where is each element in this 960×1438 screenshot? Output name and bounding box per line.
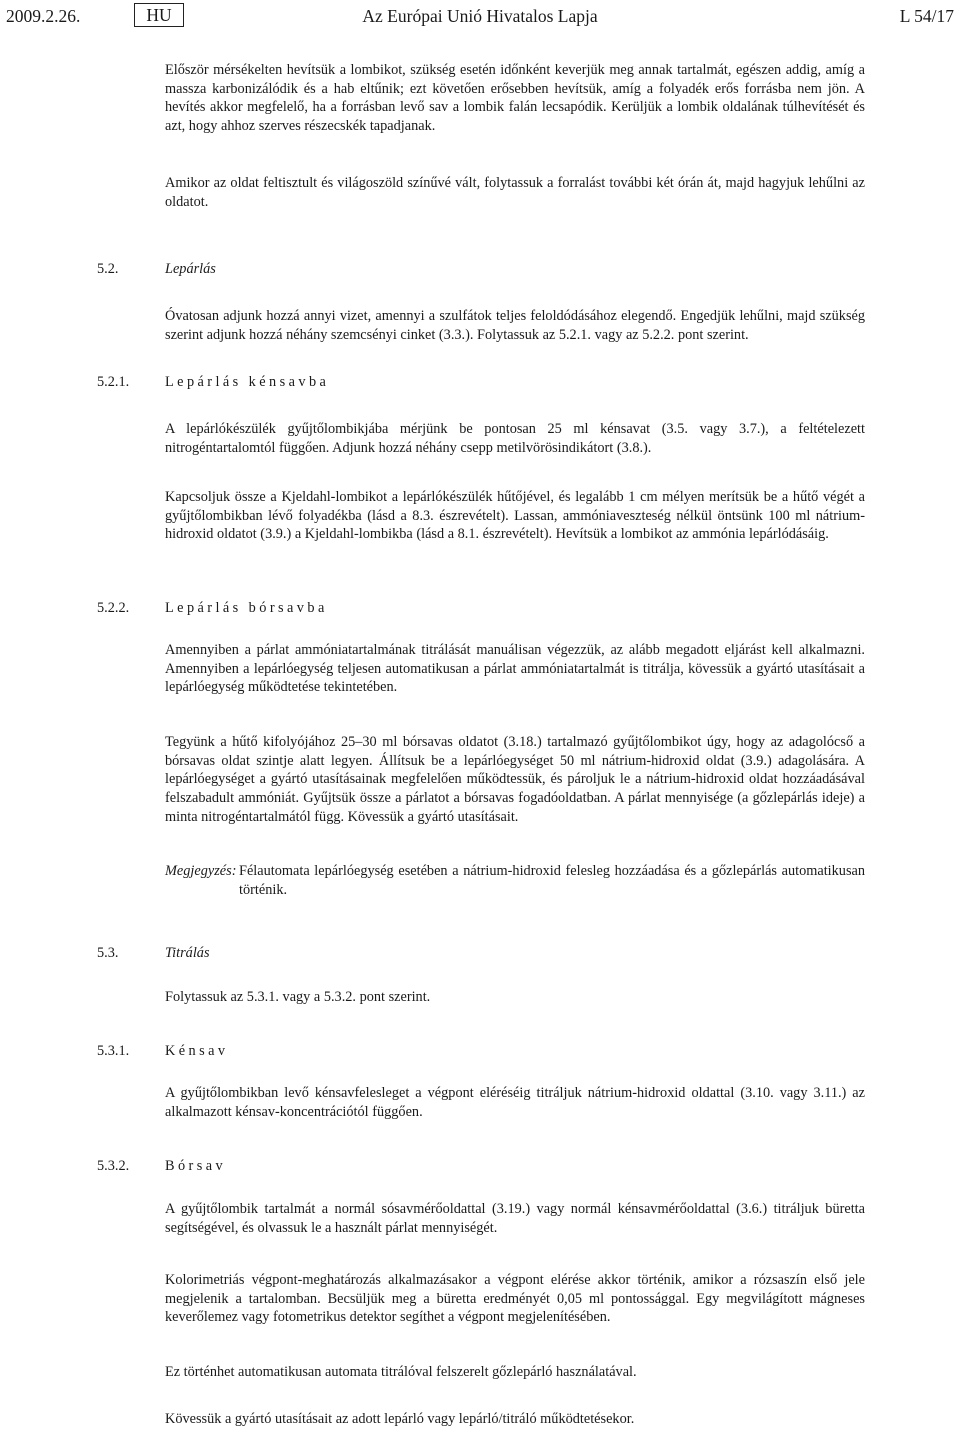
section-number-5-2-1: 5.2.1. bbox=[97, 374, 130, 390]
header-date: 2009.2.26. bbox=[6, 6, 81, 26]
section-5-3-2-paragraph-4: Kövessük a gyártó utasításait az adott lepárló vagy lepárló/titráló működtetésekor. bbox=[165, 1411, 635, 1427]
intro-paragraph-1: Először mérsékelten hevítsük a lombikot, szükség esetén időnként keverjük meg annak tartalmát, egészen addig, amíg a massza karbonizálódik és a hab eltűnik; ezt követően erősebben hevítsük, amíg a folyadék erős forrásba nem jön. A hevítés akkor megfelelő, ha a forrásban levő sav a lombik falán lecsapódik. Kerüljük a lombik oldalának túlhevítését és azt, hogy ahhoz szerves részecskék tapadjanak. bbox=[165, 62, 865, 135]
section-number-5-3-1: 5.3.1. bbox=[97, 1043, 130, 1059]
section-5-2-1-paragraph-2: Kapcsoljuk össze a Kjeldahl-lombikot a lepárlókészülék hűtőjével, és legalább 1 cm mélyen merítsük be a hűtő végét a gyűjtőlombikban lévő folyadékba (lásd a 8.3. észrevételt). Lassan, ammóniaveszteség nélkül öntsünk 100 ml nátrium-hidroxid oldatot (3.9.) a Kjeldahl-lombikba (lásd a 8.1. észrevételt). Hevítsük a lombikot az ammónia lepárlódásáig. bbox=[165, 489, 865, 543]
section-5-2-paragraph-1: Óvatosan adjunk hozzá annyi vizet, amennyi a szulfátok teljes feloldódásához elegendő. Engedjük lehűlni, majd szükség szerint adjunk hozzá néhány szemcsényi cinket (3.3.). Folytassuk az 5.2.1. vagy az 5.2.2. pont szerint. bbox=[165, 308, 865, 343]
section-5-2-2-paragraph-1: Amennyiben a párlat ammóniatartalmának titrálását manuálisan végezzük, az alább megadott eljárást kell alkalmazni. Amennyiben a lepárlóegység teljesen automatikusan a párlat ammóniatartalmát is titrálja, kövessük a gyártó utasításait a lepárlóegység működtetése tekintetében. bbox=[165, 642, 865, 696]
intro-paragraph-2: Amikor az oldat feltisztult és világoszöld színűvé vált, folytassuk a forralást további két órán át, majd hagyjuk lehűlni az oldatot. bbox=[165, 175, 865, 210]
section-5-2-2-paragraph-2: Tegyünk a hűtő kifolyójához 25–30 ml bórsavas oldatot (3.18.) tartalmazó gyűjtőlombikot úgy, hogy az adagolócső a bórsavas oldat szintje alatt legyen. Állítsuk be a lepárlóegységet 50 ml nátrium-hidroxid oldat (3.9.) adagolására. A lepárlóegységet a gyártó utasításainak megfelelően működtessük, és pároljuk le a nátrium-hidroxid oldat hozzáadásával felszabadult ammóniát. Gyűjtsük össze a párlatot a bórsavas fogadóoldatban. A párlat mennyisége (a gőzlepárlás ideje) a minta nitrogéntartalmától függ. Kövessük a gyártó utasításait. bbox=[165, 734, 865, 825]
section-5-3-2-paragraph-2: Kolorimetriás végpont-meghatározás alkalmazásakor a végpont elérése akkor történik, amikor a rózsaszín első jele megjelenik a tartalomban. Becsüljük meg a büretta eredményét 0,05 ml pontossággal. Egy megvilágított mágneses keverőlemez vagy fotometrikus detektor segíthet a végpont megjelenítésében. bbox=[165, 1272, 865, 1326]
note-label: Megjegyzés: bbox=[165, 863, 237, 879]
section-5-3-2-paragraph-1: A gyűjtőlombik tartalmát a normál sósavmérőoldattal (3.19.) vagy normál kénsavmérőoldattal (3.6.) titráljuk büretta segítségével, és olvassuk le a használt párlat mennyiségét. bbox=[165, 1201, 865, 1236]
section-title-5-3-1: Kénsav bbox=[165, 1043, 229, 1059]
section-number-5-2: 5.2. bbox=[97, 261, 119, 277]
page-number: L 54/17 bbox=[899, 6, 954, 26]
section-title-5-3: Titrálás bbox=[165, 945, 210, 961]
language-badge: HU bbox=[134, 3, 184, 27]
section-number-5-3: 5.3. bbox=[97, 945, 119, 961]
note-text: Félautomata lepárlóegység esetében a nátrium-hidroxid felesleg hozzáadása és a gőzlepárlás automatikusan történik. bbox=[239, 863, 865, 898]
journal-title: Az Európai Unió Hivatalos Lapja bbox=[362, 6, 598, 26]
section-title-5-2: Lepárlás bbox=[165, 261, 216, 277]
section-5-3-paragraph-1: Folytassuk az 5.3.1. vagy a 5.3.2. pont szerint. bbox=[165, 989, 431, 1005]
section-5-2-1-paragraph-1: A lepárlókészülék gyűjtőlombikjába mérjünk be pontosan 25 ml kénsavat (3.5. vagy 3.7.), a feltételezett nitrogéntartalomtól függően. Adjunk hozzá néhány csepp metilvörösindikátort (3.8.). bbox=[165, 421, 865, 456]
section-number-5-2-2: 5.2.2. bbox=[97, 600, 130, 616]
section-number-5-3-2: 5.3.2. bbox=[97, 1158, 130, 1174]
section-title-5-2-2: Lepárlás bórsavba bbox=[165, 600, 328, 616]
section-title-5-3-2: Bórsav bbox=[165, 1158, 227, 1174]
section-5-3-2-paragraph-3: Ez történhet automatikusan automata titrálóval felszerelt gőzlepárló használatával. bbox=[165, 1364, 637, 1380]
section-5-3-1-paragraph-1: A gyűjtőlombikban levő kénsavfelesleget a végpont eléréséig titráljuk nátrium-hidroxid oldattal (3.10. vagy 3.11.) az alkalmazott kénsav-koncentrációtól függően. bbox=[165, 1085, 865, 1120]
section-title-5-2-1: Lepárlás kénsavba bbox=[165, 374, 330, 390]
